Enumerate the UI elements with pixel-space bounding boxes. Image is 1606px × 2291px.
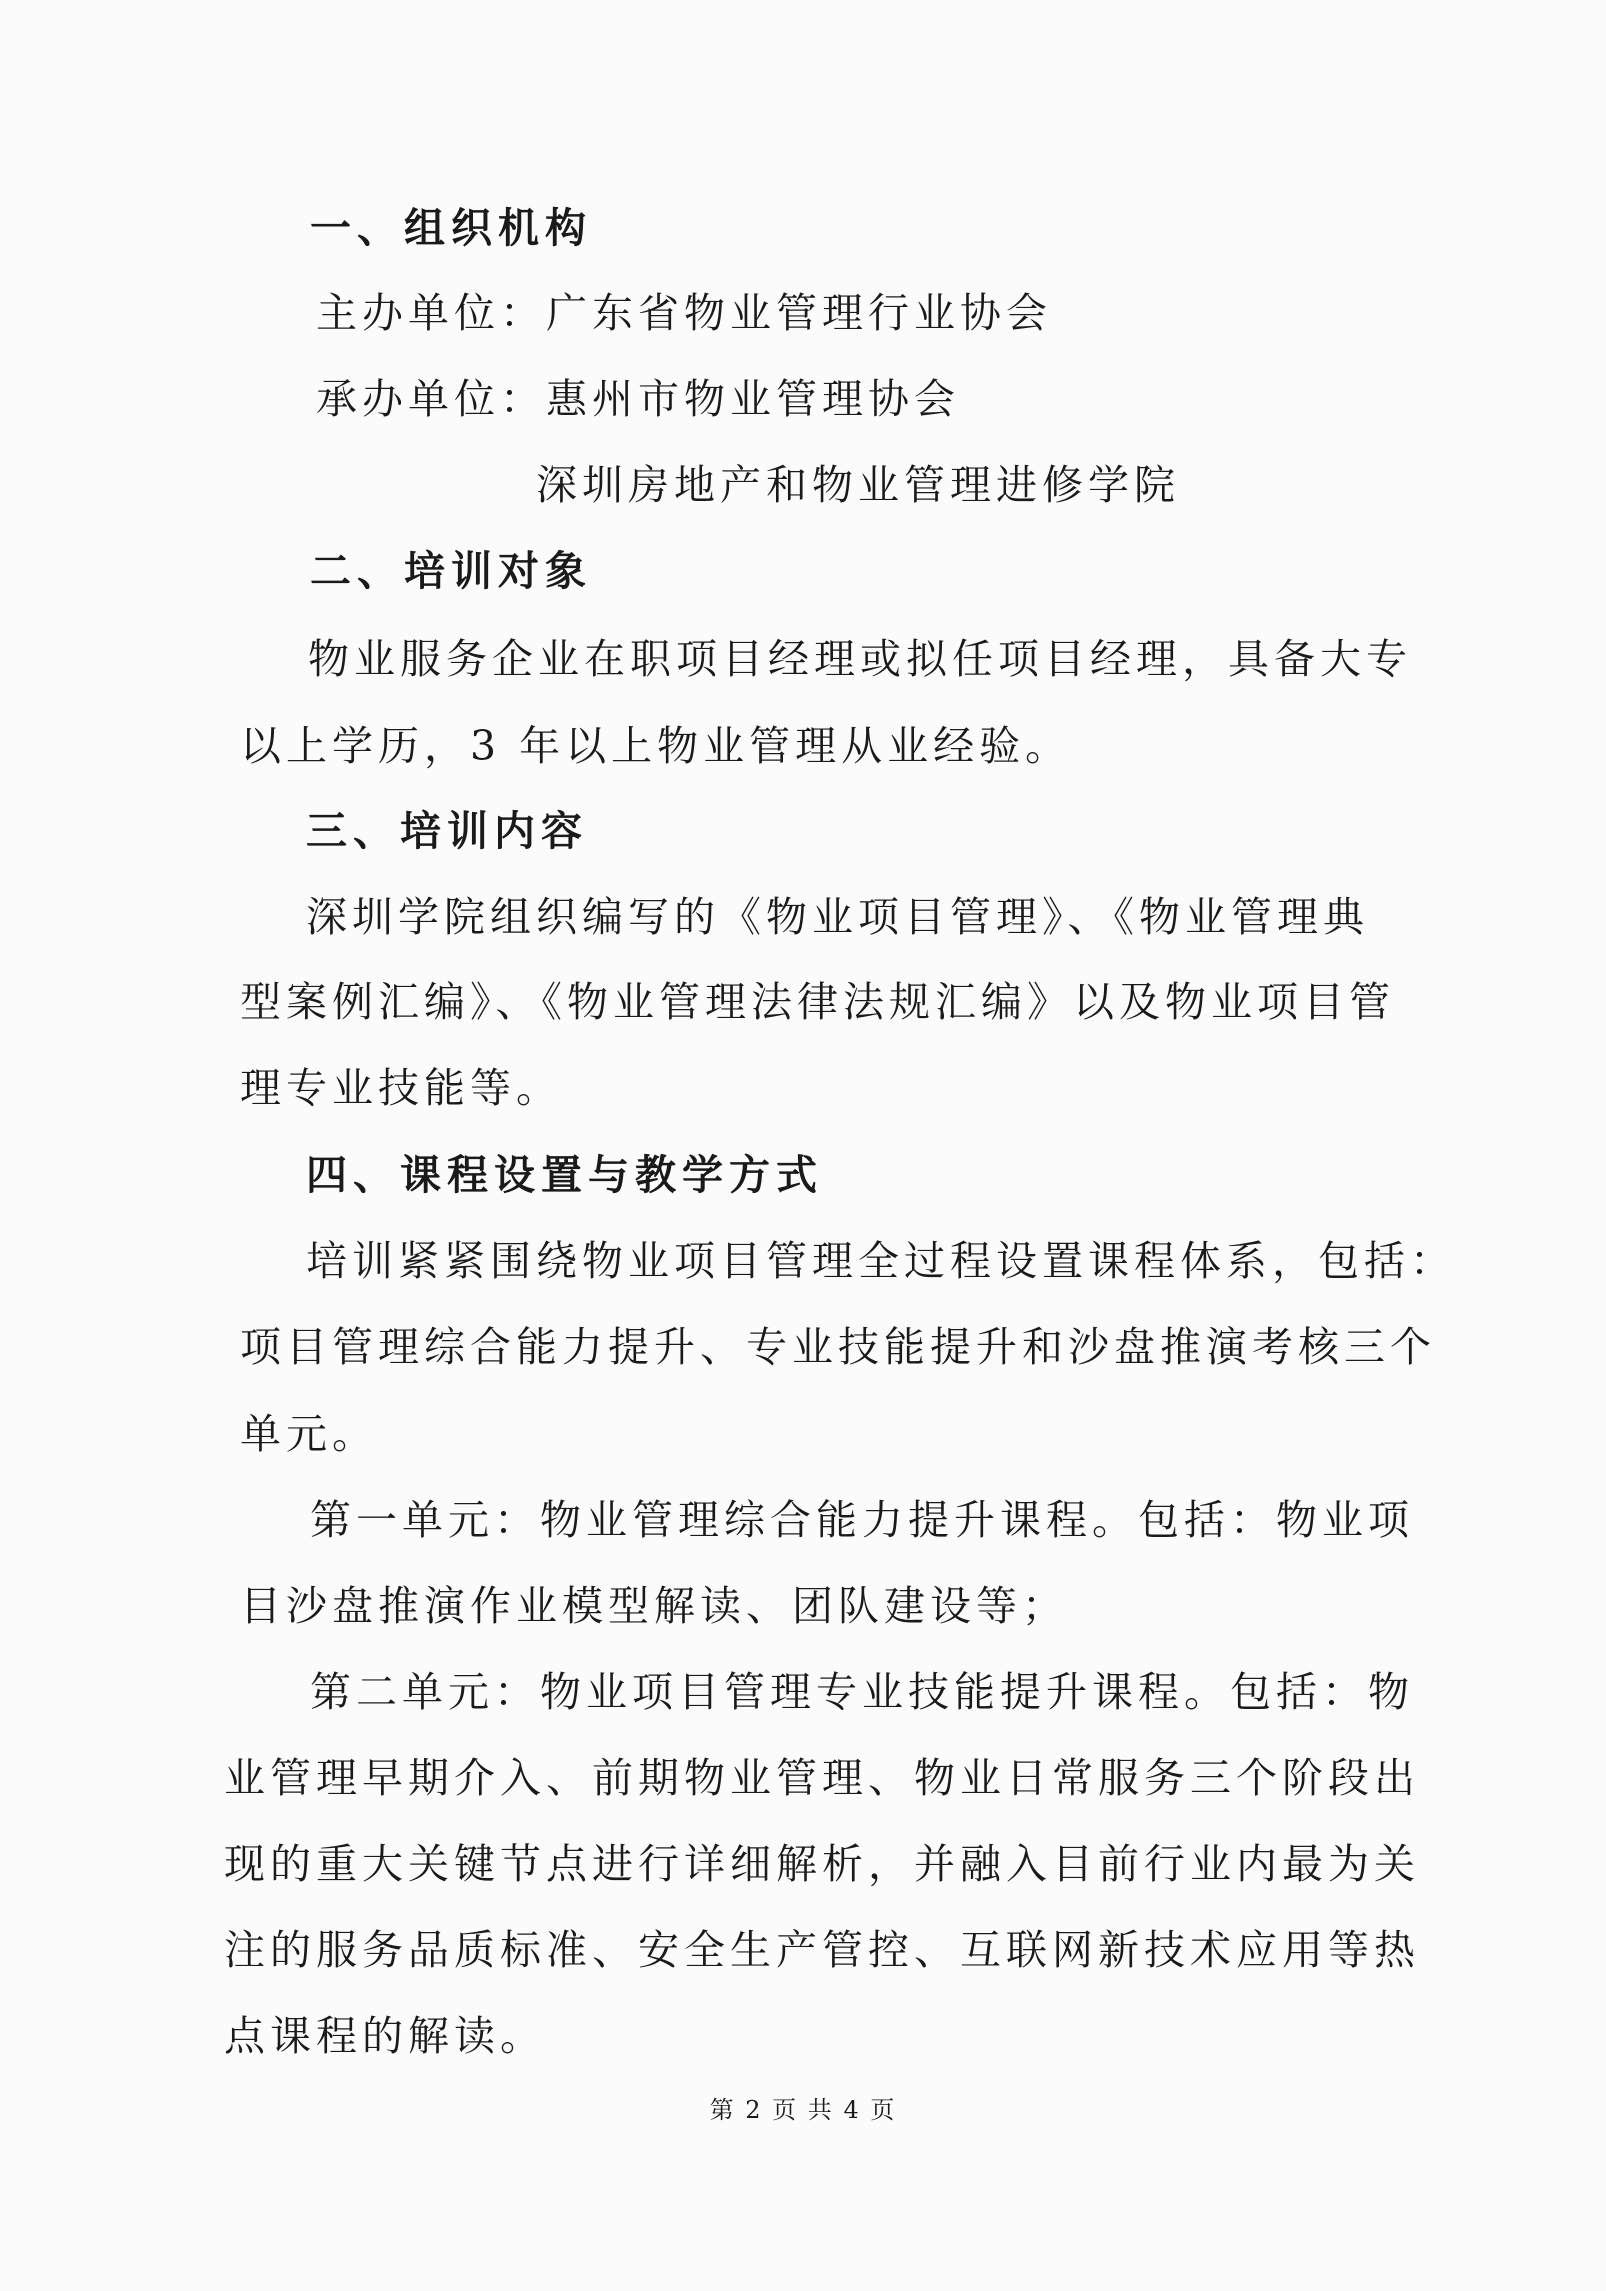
paragraph-line: 第二单元：物业项目管理专业技能提升课程。包括：物: [310, 1668, 1414, 1716]
paragraph-line: 物业服务企业在职项目经理或拟任项目经理，具备大专: [308, 635, 1412, 683]
paragraph-line: 业管理早期介入、前期物业管理、物业日常服务三个阶段出: [224, 1754, 1420, 1802]
organizer-line: 主办单位：广东省物业管理行业协会: [316, 289, 1052, 337]
section-heading-trainees: 二、培训对象: [310, 547, 592, 595]
section-heading-content: 三、培训内容: [306, 807, 588, 855]
paragraph-line: 以上学历，3 年以上物业管理从业经验。: [240, 722, 1072, 770]
paragraph-line: 现的重大关键节点进行详细解析，并融入目前行业内最为关: [224, 1840, 1420, 1888]
paragraph-line: 注的服务品质标准、安全生产管控、互联网新技术应用等热: [224, 1926, 1420, 1974]
paragraph-line: 项目管理综合能力提升、专业技能提升和沙盘推演考核三个: [240, 1323, 1436, 1371]
paragraph-line: 深圳学院组织编写的《物业项目管理》、《物业管理典: [306, 893, 1369, 941]
co-organizer-line: 承办单位：惠州市物业管理协会: [316, 375, 960, 423]
paragraph-line: 型案例汇编》、《物业管理法律法规汇编》以及物业项目管: [240, 978, 1395, 1026]
paragraph-line: 培训紧紧围绕物业项目管理全过程设置课程体系，包括：: [306, 1237, 1456, 1285]
section-heading-curriculum: 四、课程设置与教学方式: [306, 1151, 823, 1199]
page-number-footer: 第 2 页 共 4 页: [709, 2096, 897, 2124]
section-heading-organization: 一、组织机构: [310, 204, 592, 252]
paragraph-line: 点课程的解读。: [224, 2012, 546, 2060]
paragraph-line: 目沙盘推演作业模型解读、团队建设等；: [240, 1582, 1068, 1630]
co-organizer-line-2: 深圳房地产和物业管理进修学院: [536, 461, 1180, 509]
paragraph-line: 第一单元：物业管理综合能力提升课程。包括：物业项: [310, 1496, 1414, 1544]
paragraph-line: 单元。: [240, 1410, 378, 1458]
paragraph-line: 理专业技能等。: [240, 1064, 562, 1112]
